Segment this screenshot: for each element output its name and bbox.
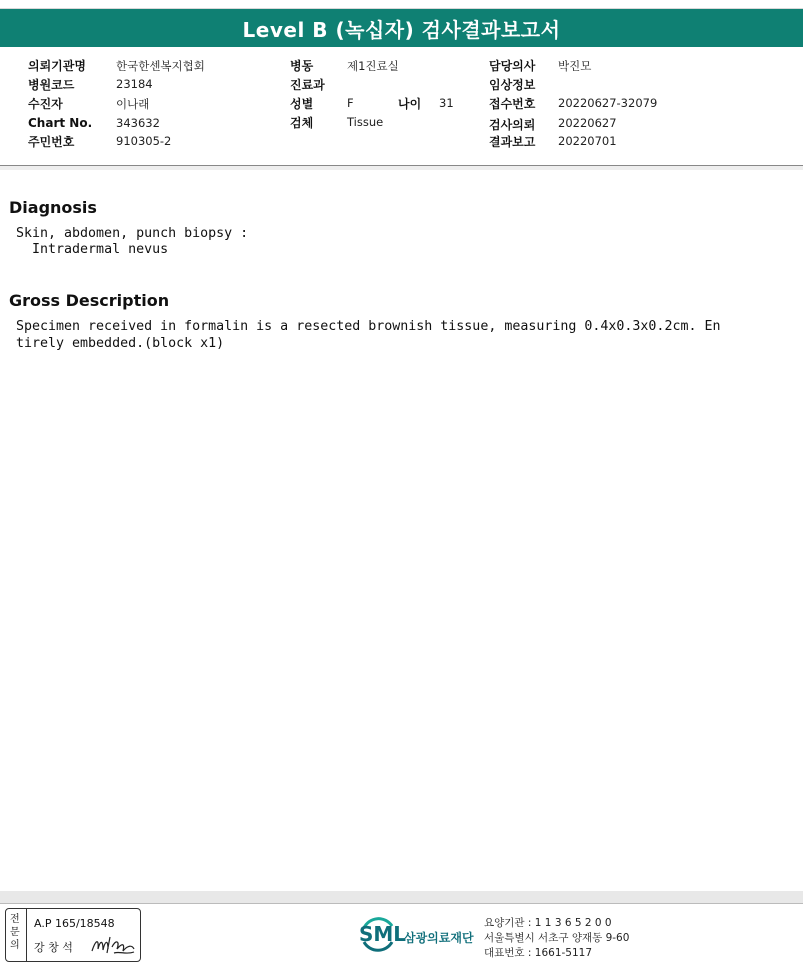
pathologist-stamp: [5, 908, 141, 962]
label-department: 진료과: [290, 78, 325, 92]
institution-name: 삼광의료재단: [404, 931, 474, 945]
sml-logo-text: SML: [359, 922, 407, 946]
facility-code: 요양기관 : 1 1 3 6 5 2 0 0: [484, 917, 612, 929]
label-institution: 의뢰기관명: [28, 59, 86, 73]
label-doctor: 담당의사: [489, 59, 536, 73]
signature-icon: [90, 933, 136, 957]
report-title: Level B (녹십자) 검사결과보고서: [0, 9, 803, 47]
gross-description-line-1: Specimen received in formalin is a resected brownish tissue, measuring 0.4x0.3x0.2cm. En: [16, 319, 721, 334]
label-hospital-code: 병원코드: [28, 78, 75, 92]
address: 서울특별시 서초구 양재동 9-60: [484, 932, 630, 944]
diagnosis-title: Diagnosis: [9, 198, 97, 217]
stamp-side-char-3: 의: [10, 940, 20, 951]
stamp-license: A.P 165/18548: [34, 917, 115, 930]
diagnosis-line-2: Intradermal nevus: [16, 242, 169, 257]
top-strip: [0, 0, 803, 9]
label-specimen: 검체: [290, 116, 314, 130]
phone-number: 대표번호 : 1661-5117: [484, 947, 593, 959]
label-sex: 성별: [290, 97, 314, 111]
diagnosis-line-1: Skin, abdomen, punch biopsy :: [16, 226, 249, 241]
value-report-date: 20220701: [558, 134, 617, 148]
gross-description-title: Gross Description: [9, 291, 170, 310]
stamp-side-char-1: 전: [10, 914, 20, 925]
label-request-date: 검사의뢰: [489, 118, 536, 132]
value-resident-no: 910305-2: [116, 134, 172, 148]
header-divider-band: [0, 166, 803, 170]
value-receipt-no: 20220627-32079: [558, 96, 658, 110]
value-ward: 제1진료실: [347, 59, 399, 73]
value-institution: 한국한센복지협회: [116, 59, 205, 73]
label-receipt-no: 접수번호: [489, 97, 536, 111]
label-chart-no: Chart No.: [28, 116, 93, 130]
value-request-date: 20220627: [558, 116, 617, 130]
stamp-side-char-2: 문: [10, 927, 20, 938]
footer-band: [0, 891, 803, 904]
value-hospital-code: 23184: [116, 77, 153, 91]
label-clinical-info: 임상정보: [489, 78, 536, 92]
value-patient: 이나래: [116, 97, 150, 111]
label-ward: 병동: [290, 59, 314, 73]
value-chart-no: 343632: [116, 116, 160, 130]
label-resident-no: 주민번호: [28, 135, 75, 149]
label-report-date: 결과보고: [489, 135, 536, 149]
value-specimen: Tissue: [347, 115, 384, 129]
stamp-side-label: [6, 909, 27, 961]
value-doctor: 박진모: [558, 59, 592, 73]
value-age: 31: [439, 96, 454, 110]
stamp-pathologist-name: 강 창 석: [34, 941, 73, 954]
label-age: 나이: [398, 97, 422, 111]
label-patient: 수진자: [28, 97, 63, 111]
value-sex: F: [347, 96, 354, 110]
gross-description-line-2: tirely embedded.(block x1): [16, 336, 225, 351]
